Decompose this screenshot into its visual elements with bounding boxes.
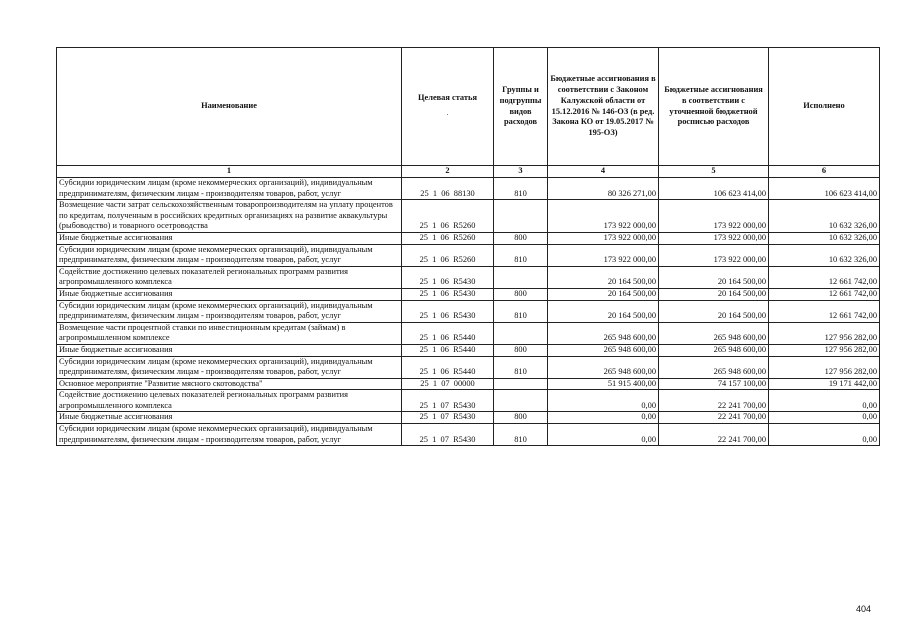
row-name: Иные бюджетные ассигнования <box>57 344 402 356</box>
row-group-code: 800 <box>494 232 548 244</box>
row-refined-amount: 20 164 500,00 <box>659 288 769 300</box>
header-group: Группы и подгруппы видов расходов <box>494 48 548 166</box>
row-name: Субсидии юридическим лицам (кроме некоммерческих организаций), индивидуальным предпринимателям, физическим лицам - производителям товаров, работ, услуг <box>57 356 402 378</box>
column-number: 6 <box>769 166 880 178</box>
row-group-code <box>494 378 548 390</box>
row-law-amount: 265 948 600,00 <box>548 344 659 356</box>
table-row <box>57 266 880 288</box>
table-row <box>57 322 880 344</box>
table-row <box>57 300 880 322</box>
row-executed-amount: 19 171 442,00 <box>769 378 880 390</box>
row-group-code <box>494 390 548 412</box>
row-refined-amount: 22 241 700,00 <box>659 412 769 424</box>
row-law-amount: 173 922 000,00 <box>548 244 659 266</box>
row-refined-amount: 74 157 100,00 <box>659 378 769 390</box>
column-number: 1 <box>57 166 402 178</box>
row-refined-amount: 173 922 000,00 <box>659 232 769 244</box>
row-executed-amount: 10 632 326,00 <box>769 244 880 266</box>
row-name: Возмещение части затрат сельскохозяйственным товаропроизводителям на уплату процентов по кредитам, полученным в российских кредитных организациях на развитие аквакультуры (рыбоводство) и товарного осетроводства <box>57 200 402 233</box>
row-law-amount: 173 922 000,00 <box>548 232 659 244</box>
row-law-amount: 20 164 500,00 <box>548 266 659 288</box>
row-target-code: 25 1 06 R5440 <box>402 344 494 356</box>
row-refined-amount: 173 922 000,00 <box>659 200 769 233</box>
row-refined-amount: 265 948 600,00 <box>659 322 769 344</box>
row-refined-amount: 265 948 600,00 <box>659 356 769 378</box>
row-target-code: 25 1 06 R5260 <box>402 232 494 244</box>
row-target-code: 25 1 06 R5430 <box>402 288 494 300</box>
column-number: 2 <box>402 166 494 178</box>
table-row <box>57 390 880 412</box>
row-executed-amount: 12 661 742,00 <box>769 300 880 322</box>
row-group-code: 800 <box>494 344 548 356</box>
row-executed-amount: 0,00 <box>769 390 880 412</box>
row-group-code: 810 <box>494 300 548 322</box>
table-row <box>57 378 880 390</box>
row-group-code: 800 <box>494 288 548 300</box>
row-group-code <box>494 266 548 288</box>
row-target-code: 25 1 06 88130 <box>402 178 494 200</box>
table-row <box>57 244 880 266</box>
row-executed-amount: 0,00 <box>769 424 880 446</box>
row-name: Основное мероприятие "Развитие мясного скотоводства" <box>57 378 402 390</box>
row-name: Содействие достижению целевых показателей региональных программ развития агропромышленного комплекса <box>57 266 402 288</box>
row-executed-amount: 127 956 282,00 <box>769 322 880 344</box>
column-number: 5 <box>659 166 769 178</box>
header-refined: Бюджетные ассигнования в соответствии с уточненной бюджетной росписью расходов <box>659 48 769 166</box>
column-number: 3 <box>494 166 548 178</box>
row-executed-amount: 106 623 414,00 <box>769 178 880 200</box>
header-target-label: Целевая статья <box>418 92 477 102</box>
header-target <box>402 48 494 166</box>
row-executed-amount: 12 661 742,00 <box>769 288 880 300</box>
table-row <box>57 200 880 233</box>
row-name: Иные бюджетные ассигнования <box>57 412 402 424</box>
row-group-code: 810 <box>494 178 548 200</box>
row-executed-amount: 0,00 <box>769 412 880 424</box>
row-target-code: 25 1 06 R5260 <box>402 200 494 233</box>
row-group-code: 800 <box>494 412 548 424</box>
row-refined-amount: 22 241 700,00 <box>659 390 769 412</box>
row-target-code: 25 1 06 R5430 <box>402 266 494 288</box>
row-name: Субсидии юридическим лицам (кроме некоммерческих организаций), индивидуальным предпринимателям, физическим лицам - производителям товаров, работ, услуг <box>57 178 402 200</box>
row-name: Субсидии юридическим лицам (кроме некоммерческих организаций), индивидуальным предпринимателям, физическим лицам - производителям товаров, работ, услуг <box>57 244 402 266</box>
row-group-code <box>494 200 548 233</box>
row-name: Иные бюджетные ассигнования <box>57 232 402 244</box>
row-refined-amount: 20 164 500,00 <box>659 266 769 288</box>
row-target-code: 25 1 06 R5430 <box>402 300 494 322</box>
table-row <box>57 356 880 378</box>
row-law-amount: 0,00 <box>548 412 659 424</box>
header-executed: Исполнено <box>769 48 880 166</box>
row-target-code: 25 1 06 R5440 <box>402 356 494 378</box>
row-executed-amount: 10 632 326,00 <box>769 200 880 233</box>
row-group-code: 810 <box>494 356 548 378</box>
column-number: 4 <box>548 166 659 178</box>
header-dot: · <box>446 110 449 119</box>
table-row <box>57 288 880 300</box>
row-executed-amount: 10 632 326,00 <box>769 232 880 244</box>
table-row <box>57 344 880 356</box>
table-row <box>57 412 880 424</box>
row-law-amount: 173 922 000,00 <box>548 200 659 233</box>
row-law-amount: 51 915 400,00 <box>548 378 659 390</box>
row-name: Возмещение части процентной ставки по инвестиционным кредитам (займам) в агропромышленном комплексе <box>57 322 402 344</box>
table-row <box>57 232 880 244</box>
row-law-amount: 0,00 <box>548 390 659 412</box>
row-executed-amount: 12 661 742,00 <box>769 266 880 288</box>
row-law-amount: 80 326 271,00 <box>548 178 659 200</box>
row-executed-amount: 127 956 282,00 <box>769 356 880 378</box>
row-target-code: 25 1 07 R5430 <box>402 390 494 412</box>
table-row <box>57 178 880 200</box>
header-row <box>57 48 880 166</box>
row-refined-amount: 22 241 700,00 <box>659 424 769 446</box>
row-group-code <box>494 322 548 344</box>
row-law-amount: 20 164 500,00 <box>548 288 659 300</box>
row-refined-amount: 265 948 600,00 <box>659 344 769 356</box>
row-target-code: 25 1 06 R5260 <box>402 244 494 266</box>
column-numbers-row <box>57 166 880 178</box>
row-law-amount: 0,00 <box>548 424 659 446</box>
row-target-code: 25 1 07 R5430 <box>402 412 494 424</box>
page-number: 404 <box>856 604 872 614</box>
budget-table <box>56 47 880 446</box>
row-law-amount: 265 948 600,00 <box>548 322 659 344</box>
row-target-code: 25 1 07 00000 <box>402 378 494 390</box>
header-name: Наименование <box>57 48 402 166</box>
row-name: Иные бюджетные ассигнования <box>57 288 402 300</box>
row-law-amount: 265 948 600,00 <box>548 356 659 378</box>
row-target-code: 25 1 06 R5440 <box>402 322 494 344</box>
row-group-code: 810 <box>494 424 548 446</box>
row-law-amount: 20 164 500,00 <box>548 300 659 322</box>
row-executed-amount: 127 956 282,00 <box>769 344 880 356</box>
row-name: Содействие достижению целевых показателей региональных программ развития агропромышленного комплекса <box>57 390 402 412</box>
row-target-code: 25 1 07 R5430 <box>402 424 494 446</box>
row-refined-amount: 173 922 000,00 <box>659 244 769 266</box>
row-refined-amount: 20 164 500,00 <box>659 300 769 322</box>
row-refined-amount: 106 623 414,00 <box>659 178 769 200</box>
row-name: Субсидии юридическим лицам (кроме некоммерческих организаций), индивидуальным предпринимателям, физическим лицам - производителям товаров, работ, услуг <box>57 424 402 446</box>
row-group-code: 810 <box>494 244 548 266</box>
table-row <box>57 424 880 446</box>
row-name: Субсидии юридическим лицам (кроме некоммерческих организаций), индивидуальным предпринимателям, физическим лицам - производителям товаров, работ, услуг <box>57 300 402 322</box>
header-law: Бюджетные ассигнования в соответствии с Законом Калужской области от 15.12.2016 № 146-ОЗ (в ред. Закона КО от 19.05.2017 № 195-ОЗ) <box>548 48 659 166</box>
